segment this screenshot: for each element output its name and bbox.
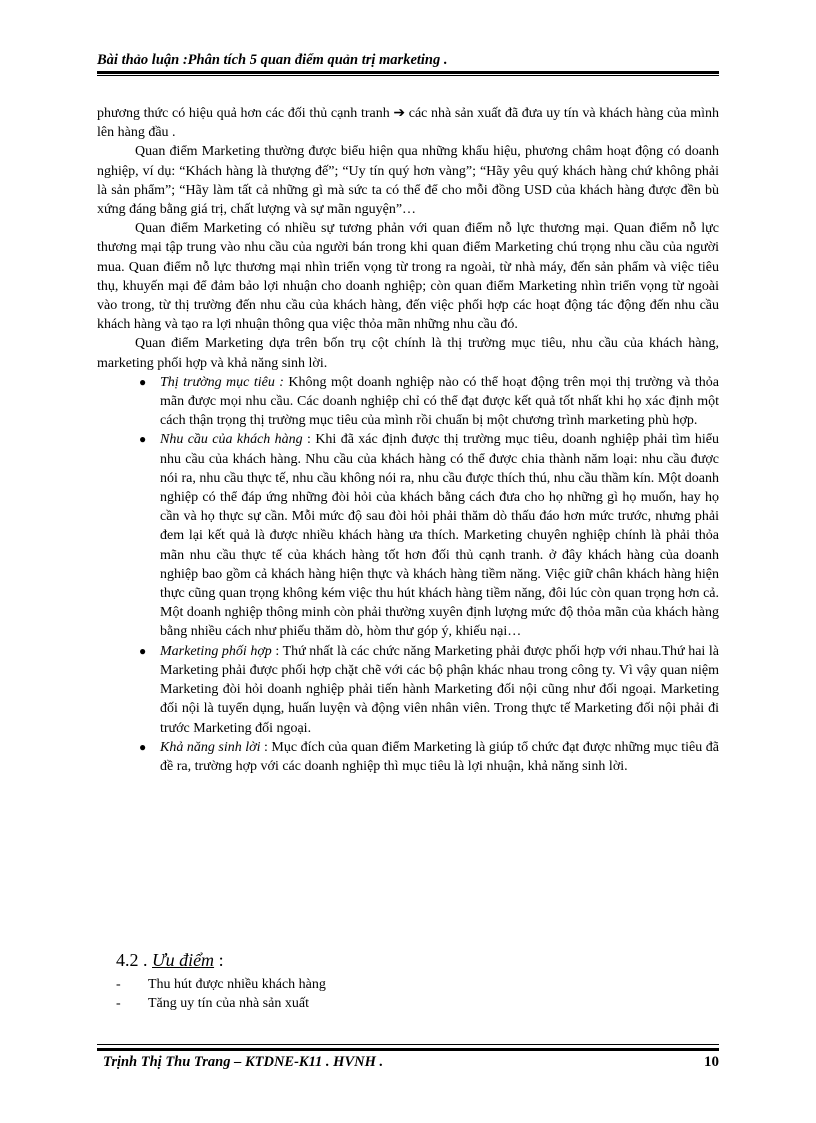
header-rule-thick — [97, 71, 719, 74]
pillar-text: : Thứ nhất là các chức năng Marketing phải được phối hợp với nhau.Thứ hai là Marketing phải được phối hợp chặt chẽ với các bộ phận khác nhau trong công ty. Vì vậy quan niệm Marketing đòi hỏi doanh nghiệp phải tiến hành Marketing đối nội cũng như đối ngoại. Marketing đối nội là tuyển dụng, huấn luyện và động viên nhân viên. Trong thực tế Marketing đối nội phải đi trước Marketing đối ngoại. — [160, 643, 719, 736]
advantage-text: Tăng uy tín của nhà sản xuất — [148, 996, 309, 1011]
dash-icon: - — [116, 996, 121, 1011]
pillar-text: Không một doanh nghiệp nào có thể hoạt động trên mọi thị trường và thỏa mãn được mọi nhu cầu. Các doanh nghiệp chỉ có thể đạt được kết quả tốt nhất khi họ xác định một cách thận trọng thị trường mục tiêu của mình rồi chuẩn bị một chương trình marketing phù hợp. — [160, 374, 719, 429]
pillar-text: : Khi đã xác định được thị trường mục tiêu, doanh nghiệp phải tìm hiểu nhu cầu của khách hàng. Nhu cầu của khách hàng có thể được chia thành năm loại: nhu cầu được nói ra, nhu cầu thực tế, nhu cầu không nói ra, nhu cầu được thích thú, nhu cầu thầm kín. Một doanh nghiệp có thể đáp ứng những đòi hỏi của khách bằng cách đưa cho họ những gì họ muốn, hay họ cần và họ thực sự cần. Mỗi mức độ sau đòi hỏi phải thăm dò thấu đáo hơn mức trước, nhưng phải đem lại kết quả là được nhiều khách hàng ưa thích. Marketing chuyên nghiệp chính là phải thỏa mãn nhu cầu thực tế của khách hàng tốt hơn đối thủ cạnh tranh. ở đây khách hàng của doanh nghiệp bao gồm cả khách hàng hiện thực và khách hàng tiềm năng. Việc giữ chân khách hàng hiện thực cũng quan trọng không kém việc thu hút khách hàng tiềm năng, đôi lúc còn quan trọng hơn cả. Một doanh nghiệp thông minh còn phải thường xuyên định lượng mức độ thỏa mãn của khách hàng bằng nhiều cách như phiếu thăm dò, hòm thư góp ý, khiếu nại… — [160, 432, 719, 640]
page-number: 10 — [704, 1054, 719, 1070]
advantage-text: Thu hút được nhiều khách hàng — [148, 977, 326, 992]
pillar-list — [97, 373, 719, 776]
list-item — [116, 994, 326, 1013]
section-number: 4.2 . — [116, 950, 148, 970]
bullet-icon: ● — [139, 643, 147, 658]
dash-icon: - — [116, 977, 121, 992]
footer-rule-thin — [97, 1044, 719, 1045]
bullet-icon: ● — [139, 739, 147, 754]
pillar-term: Khả năng sinh lời — [160, 739, 261, 755]
list-item — [97, 738, 719, 776]
advantages-list — [116, 975, 326, 1013]
section-title: Ưu điểm — [152, 950, 215, 970]
page-header — [97, 52, 719, 69]
body-content — [97, 104, 719, 776]
pillar-term: Nhu cầu của khách hàng — [160, 432, 303, 448]
pillar-text: : Mục đích của quan điểm Marketing là giúp tổ chức đạt được những mục tiêu đã đề ra, trường hợp với các doanh nghiệp thì mục tiêu là lợi nhuận, khả năng sinh lời. — [160, 739, 719, 774]
section-heading — [116, 950, 224, 971]
bullet-icon: ● — [139, 374, 147, 389]
paragraph: phương thức có hiệu quả hơn các đối thủ cạnh tranh ➔ các nhà sản xuất đã đưa uy tín và khách hàng của mình lên hàng đầu . — [97, 106, 719, 141]
pillar-term: Thị trường mục tiêu : — [160, 374, 284, 390]
section-suffix: : — [214, 950, 224, 970]
footer-rule-thick — [97, 1048, 719, 1051]
list-item — [97, 642, 719, 738]
list-item — [116, 975, 326, 994]
paragraph: Quan điểm Marketing dựa trên bốn trụ cột chính là thị trường mục tiêu, nhu cầu của khách hàng, marketing phối hợp và khả năng sinh lời. — [97, 336, 719, 371]
header-title: Bài thảo luận :Phân tích 5 quan điểm quản trị marketing . — [97, 52, 448, 68]
paragraph: Quan điểm Marketing có nhiều sự tương phản với quan điểm nỗ lực thương mại. Quan điểm nỗ lực thương mại tập trung vào nhu cầu của người bán trong khi quan điểm Marketing chú trọng nhu cầu của người mua. Quan điểm nỗ lực thương mại nhìn triển vọng từ trong ra ngoài, từ nhà máy, đến sản phẩm và việc tiêu thụ, khuyến mại để đảm bảo lợi nhuận cho doanh nghiệp; còn quan điểm Marketing nhìn triển vọng từ ngoài vào trong, từ thị trường đến nhu cầu của khách hàng, đến việc phối hợp các hoạt động tác động đến nhu cầu khách hàng và tạo ra lợi nhuận thông qua việc thỏa mãn những nhu cầu đó. — [97, 221, 719, 333]
paragraph: Quan điểm Marketing thường được biểu hiện qua những khẩu hiệu, phương châm hoạt động có doanh nghiệp, ví dụ: “Khách hàng là thượng đế”; “Uy tín quý hơn vàng”; “Hãy yêu quý khách hàng chứ không phải là sản phẩm”; “Hãy làm tất cả những gì mà sức ta có thể để cho mỗi đồng USD của khách hàng được đền bù xứng đáng bằng giá trị, chất lượng và sự mãn nguyện”… — [97, 144, 719, 218]
footer-author: Trịnh Thị Thu Trang – KTDNE-K11 . HVNH . — [103, 1054, 384, 1070]
pillar-term: Marketing phối hợp — [160, 643, 272, 659]
list-item — [97, 373, 719, 431]
bullet-icon: ● — [139, 432, 147, 447]
header-rule-thin — [97, 75, 719, 76]
list-item — [97, 430, 719, 641]
